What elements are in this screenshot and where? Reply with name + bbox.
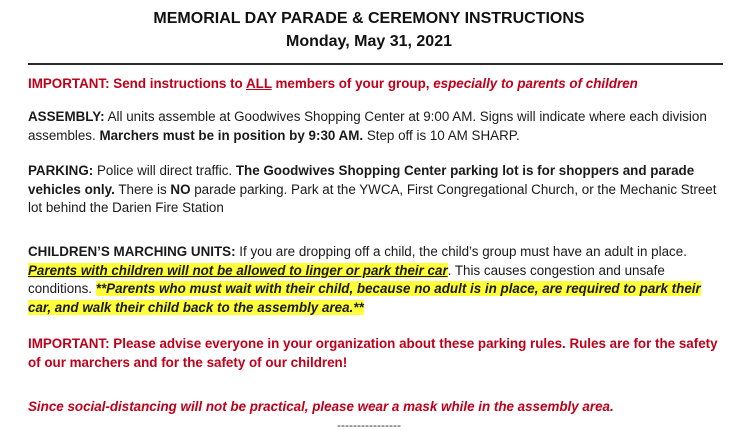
children-paragraph bbox=[28, 243, 718, 317]
page-title: MEMORIAL DAY PARADE & CEREMONY INSTRUCTIONS bbox=[153, 10, 585, 27]
title-divider bbox=[28, 63, 723, 65]
children-text1: If you are dropping off a child, the child’s group must have an adult in place. bbox=[235, 244, 687, 259]
important-prefix: IMPORTANT: Send instructions to bbox=[28, 76, 246, 91]
parking-paragraph bbox=[28, 162, 718, 218]
parking-text1: Police will direct traffic. bbox=[93, 163, 236, 178]
children-label: CHILDREN’S MARCHING UNITS: bbox=[28, 244, 236, 259]
page-subtitle-date: Monday, May 31, 2021 bbox=[286, 33, 452, 50]
parking-no: NO bbox=[170, 181, 191, 197]
children-highlight2: **Parents who must wait with their child, because no adult is in place, are required to park their car, and walk their child back to the assembly area.** bbox=[28, 281, 701, 315]
assembly-label: ASSEMBLY: bbox=[28, 109, 105, 124]
children-highlight1: Parents with children will not be allowed to linger or park their car bbox=[28, 262, 448, 278]
mask-notice: Since social-distancing will not be practical, please wear a mask while in the assembly area. bbox=[28, 399, 614, 414]
advise-notice: IMPORTANT: Please advise everyone in your organization about these parking rules. Rules are for the safety of our marchers and for the safety of our children! bbox=[28, 336, 718, 370]
parking-bold: The Goodwives Shopping Center parking lot is for shoppers and parade vehicles only. bbox=[28, 163, 695, 197]
footer-dashes: ---------------- bbox=[337, 418, 401, 432]
important-italic: especially to parents of children bbox=[433, 76, 638, 91]
parking-text2: There is bbox=[114, 181, 171, 197]
assembly-paragraph bbox=[28, 108, 718, 145]
children-text2: . This causes congestion and unsafe conditions. bbox=[28, 262, 665, 296]
important-middle: members of your group, bbox=[271, 76, 434, 91]
important-all: ALL bbox=[245, 76, 272, 91]
important-notice bbox=[28, 75, 718, 94]
assembly-text1: All units assemble at Goodwives Shopping Center at 9:00 AM. Signs will indicate where each division assembles. bbox=[28, 109, 707, 143]
parking-text3: parade parking. Park at the YWCA, First Congregational Church, or the Mechanic Street lot behind the Darien Fire Station bbox=[28, 181, 717, 215]
assembly-text2: Step off is 10 AM SHARP. bbox=[363, 127, 520, 143]
parking-label: PARKING: bbox=[28, 163, 94, 178]
assembly-bold: Marchers must be in position by 9:30 AM. bbox=[99, 127, 364, 143]
